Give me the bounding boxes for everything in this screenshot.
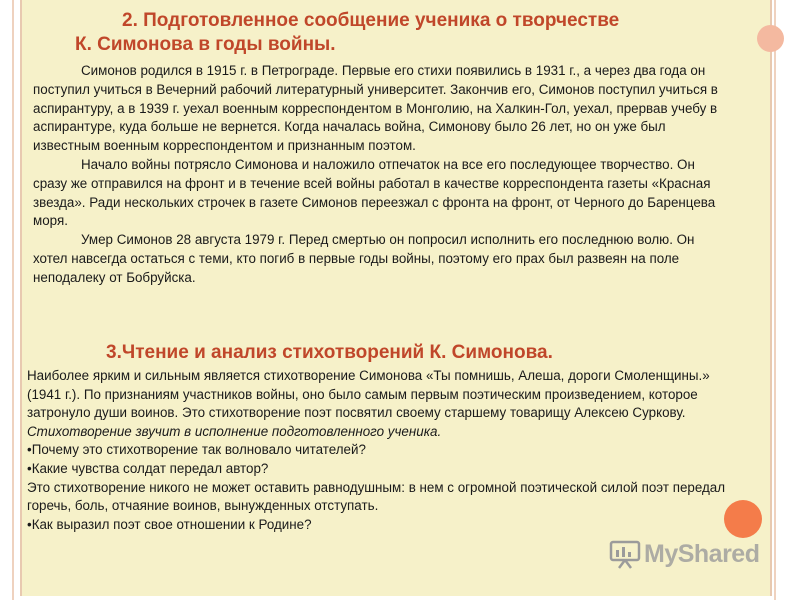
section1-heading-line2: К. Симонова в годы войны. (75, 34, 336, 55)
section2-body (27, 367, 727, 534)
question-2: •Какие чувства солдат передал автор? (27, 460, 269, 476)
paragraph-death: Умер Симонов 28 августа 1979 г. Перед смертью он попросил исполнить его последнюю волю. Он хотел навсегда остаться с теми, кто погиб в первые годы войны, поэтому его прах был развеян на поле неподалеку от Бобруйска. (33, 232, 695, 285)
right-border-line (774, 0, 776, 600)
paragraph-intro: Наиболее ярким и сильным является стихотворение Симонова «Ты помнишь, Алеша, дороги Смоленщины.» (1941 г.). По признаниям участников войны, оно было самым первым поэтическим произведением, которое затронуло души воинов. Это стихотворение поэт посвятил своему старшему товарищу Алексею Суркову. (27, 368, 710, 421)
question-3: •Как выразил поэт свое отношении к Родине? (27, 516, 312, 532)
section1-heading (75, 9, 755, 57)
presentation-board-icon (608, 539, 642, 569)
paragraph-war-start: Начало войны потрясло Симонова и наложило отпечаток на все его последующее творчество. Он сразу же отправился на фронт и в течение всей войны работал в качестве корреспондента газеты «Красная звезда». Ради нескольких строчек в газете Симонов переезжал с фронта на фронт, от Черного до Баренцева моря. (33, 156, 716, 229)
question-1: •Почему это стихотворение так волновало читателей? (27, 442, 366, 458)
paragraph-answer: Это стихотворение никого не может оставить равнодушным: в нем с огромной поэтической силой поэт передал горечь, боль, отчаяние воинов, вынужденных отступать. (27, 479, 726, 514)
paragraph-biography: Симонов родился в 1915 г. в Петрограде. Первые его стихи появились в 1931 г., а через два года он поступил учиться в Вечерний рабочий литературный университет. Закончив его, Симонов поступил учиться в аспирантуру, а в 1939 г. уехал военным корреспондентом в Монголию, на Халкин-Гол, уехал, прервав учебу в аспирантуре, куда больше не вернется. Когда началась война, Симонову было 26 лет, но он уже был известным военным корреспондентом и признанным поэтом. (33, 63, 718, 154)
italic-note: Стихотворение звучит в исполнение подготовленного ученика. (27, 423, 442, 439)
section1-heading-line1: 2. Подготовленное сообщение ученика о творчестве (122, 10, 620, 31)
left-border-line (12, 0, 14, 600)
section2-heading: 3.Чтение и анализ стихотворений К. Симонова. (106, 342, 553, 363)
myshared-watermark (608, 536, 768, 572)
decorative-circle-top (757, 25, 784, 52)
decorative-circle-accent (724, 500, 762, 538)
section1-body (33, 62, 725, 288)
watermark-text: MyShared (644, 539, 760, 568)
